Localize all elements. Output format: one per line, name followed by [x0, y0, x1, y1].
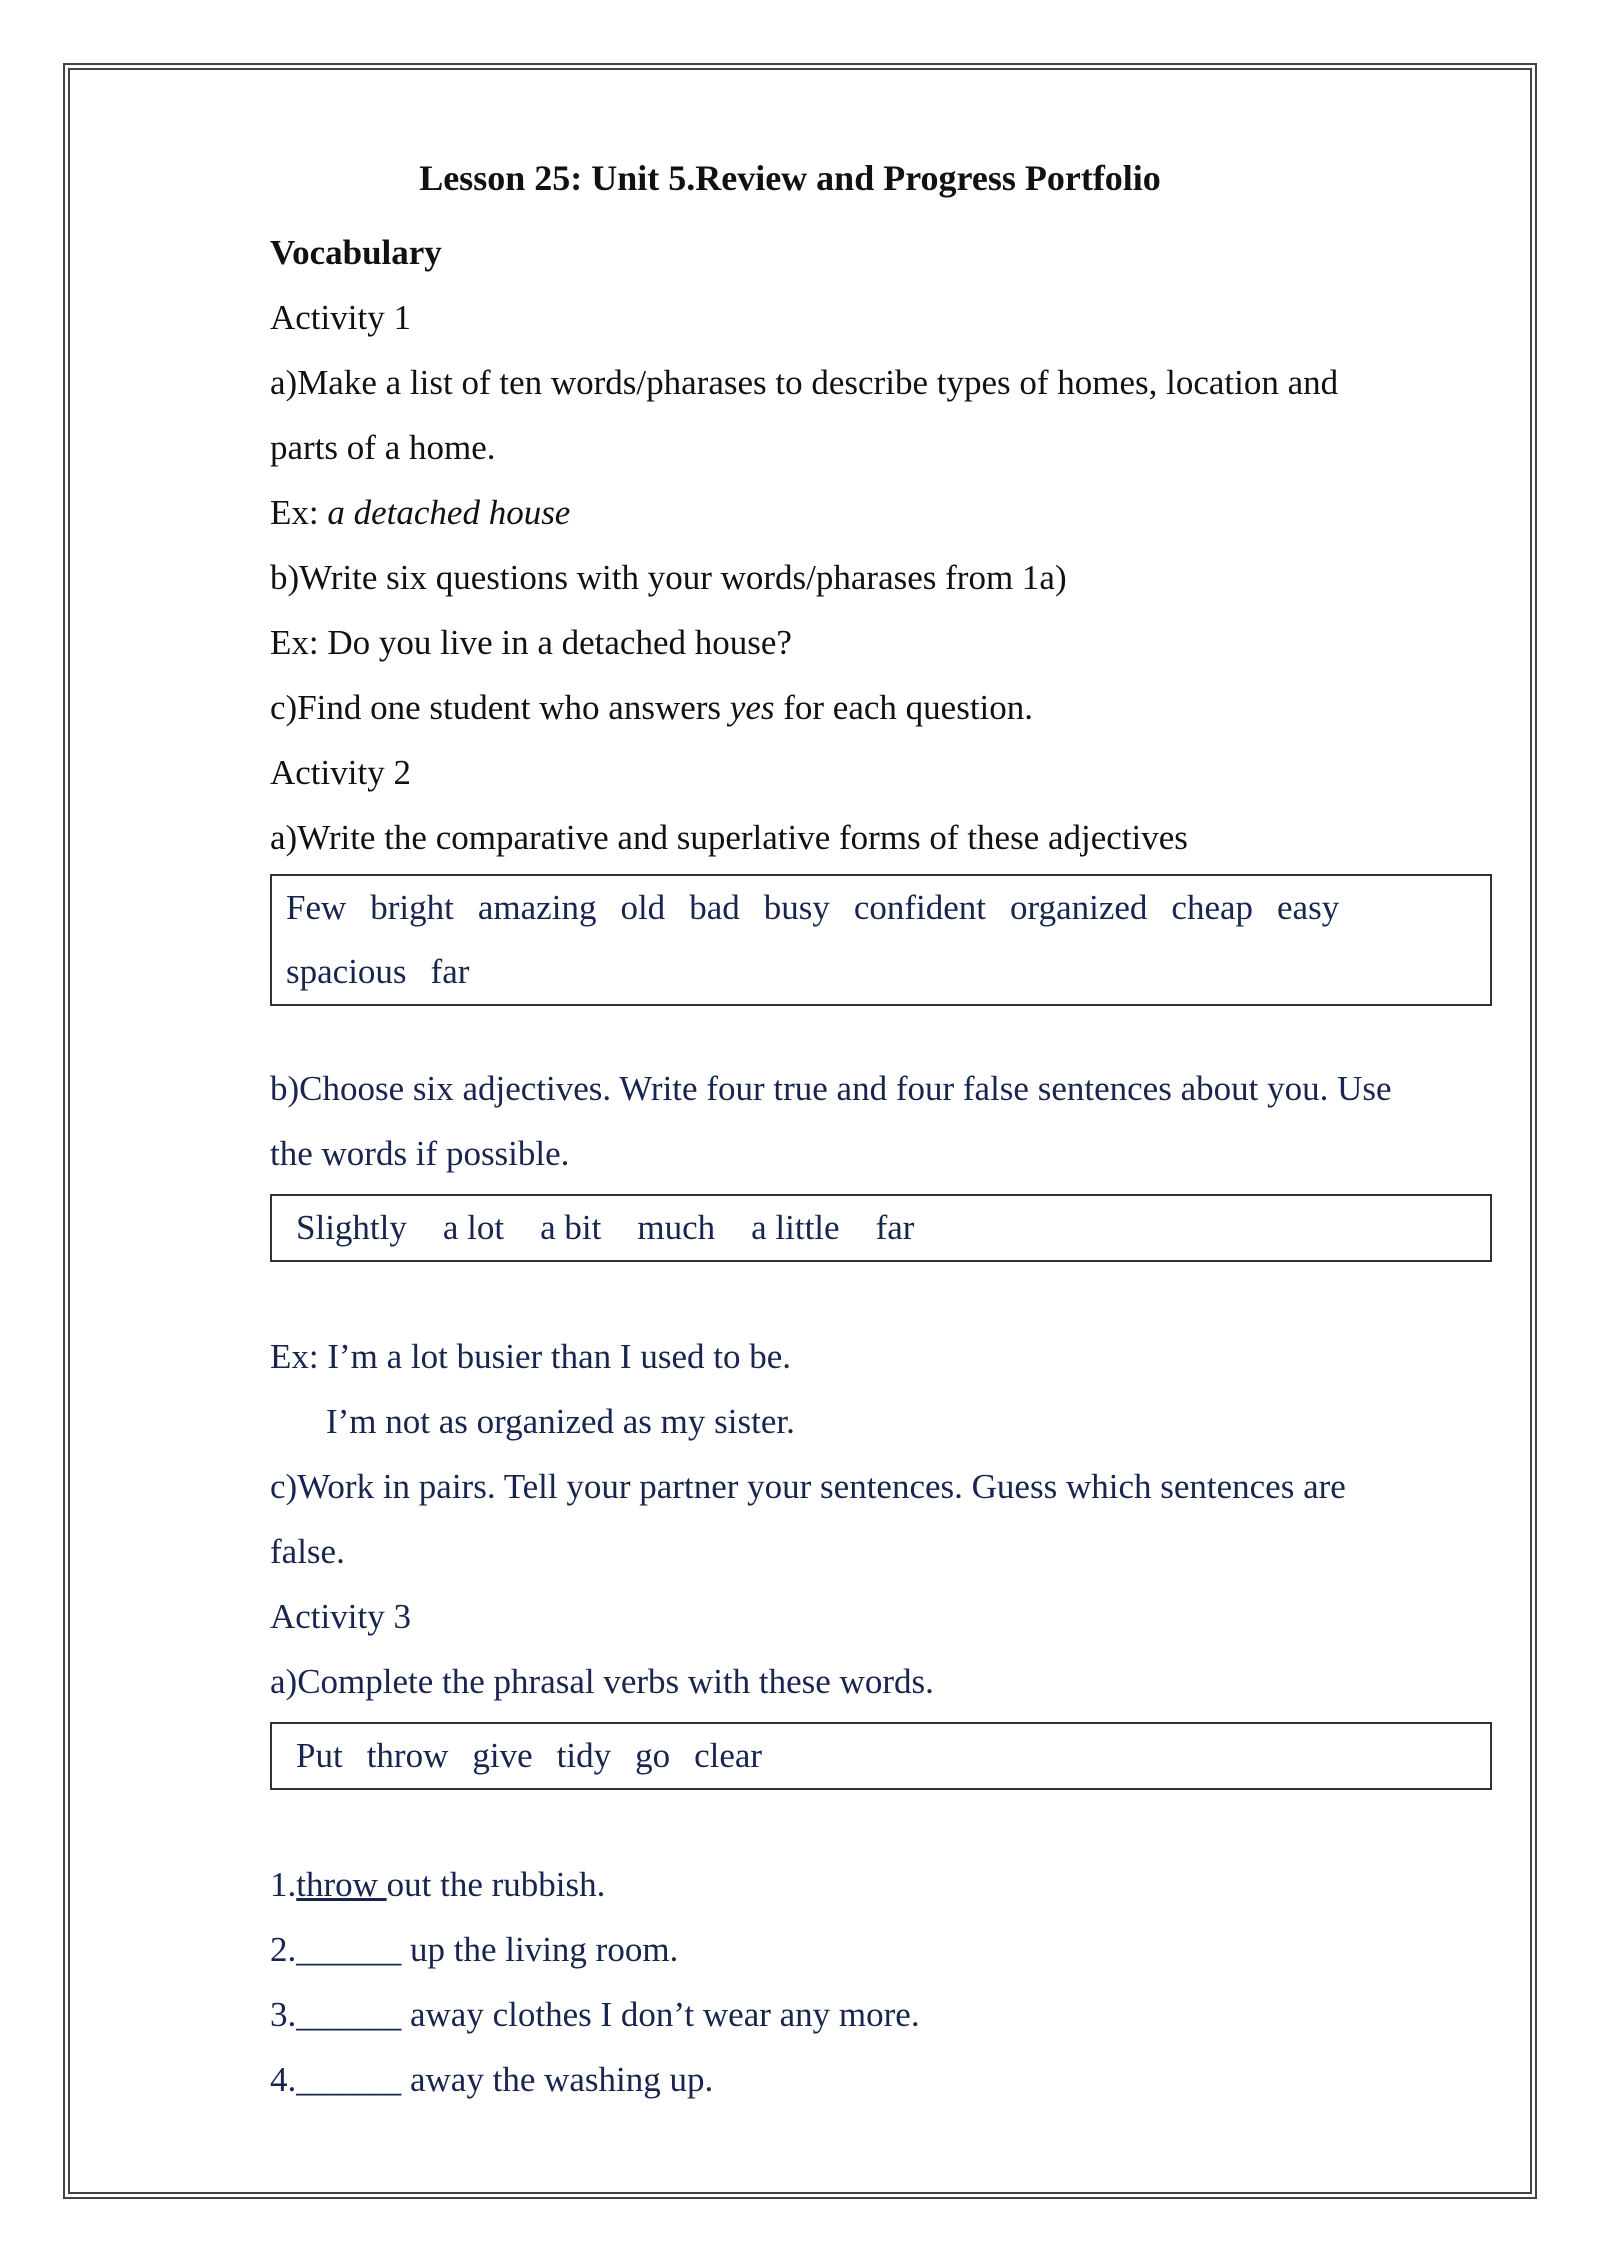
activity2-b-line2: the words if possible.	[270, 1134, 570, 1173]
c-text-pre: c)Find one student who answers	[270, 688, 730, 727]
item-text: out the rubbish.	[386, 1865, 606, 1904]
lesson-title: Lesson 25: Unit 5.Review and Progress Portfolio	[419, 158, 1161, 198]
adjectives-row-1	[286, 876, 1480, 940]
adjective-word: bad	[689, 888, 740, 927]
modifier-word: Slightly	[296, 1208, 407, 1247]
modifier-word: a lot	[442, 1208, 505, 1247]
spacer	[270, 1262, 1490, 1324]
example-italic: a detached house	[327, 493, 571, 532]
phrasal-word: Put	[296, 1736, 343, 1775]
activity1-a-line2: parts of a home.	[270, 428, 496, 467]
activity1-a-line1: a)Make a list of ten words/pharases to describe types of homes, location and	[270, 363, 1339, 402]
adjective-word: cheap	[1171, 888, 1254, 927]
adjective-word: confident	[853, 888, 987, 927]
activity2-example-2: I’m not as organized as my sister.	[326, 1402, 795, 1441]
adjective-word: bright	[370, 888, 454, 927]
adjective-word: Few	[286, 888, 347, 927]
exercise-item-3: 3.______ away clothes I don’t wear any more.	[270, 1995, 920, 2034]
activity1-c	[270, 675, 1490, 740]
item-number: 1.	[270, 1865, 297, 1904]
activity2-example-1: Ex: I’m a lot busier than I used to be.	[270, 1337, 791, 1376]
adjective-word: easy	[1277, 888, 1340, 927]
adjective-word: busy	[763, 888, 830, 927]
activity3-heading: Activity 3	[270, 1597, 411, 1636]
activity1-b-example: Ex: Do you live in a detached house?	[270, 623, 792, 662]
activity2-a: a)Write the comparative and superlative forms of these adjectives	[270, 818, 1188, 857]
phrasal-word: throw	[366, 1736, 449, 1775]
modifier-word: a bit	[540, 1208, 602, 1247]
adjective-word: old	[620, 888, 666, 927]
exercise-item-4: 4.______ away the washing up.	[270, 2060, 714, 2099]
exercise-item-1	[270, 1852, 1490, 1917]
phrasal-word: tidy	[556, 1736, 612, 1775]
modifiers-box	[270, 1194, 1492, 1262]
phrasal-word: clear	[694, 1736, 763, 1775]
spacer	[270, 1790, 1490, 1852]
adjective-word: spacious	[286, 952, 407, 991]
phrasal-words-row	[296, 1724, 1480, 1788]
adjective-word: organized	[1010, 888, 1148, 927]
modifiers-row	[296, 1196, 1480, 1260]
phrasal-words-box	[270, 1722, 1492, 1790]
adjectives-box	[270, 874, 1492, 1006]
activity2-c-line1: c)Work in pairs. Tell your partner your sentences. Guess which sentences are	[270, 1467, 1346, 1506]
activity2-c-line2: false.	[270, 1532, 345, 1571]
activity1-b: b)Write six questions with your words/pharases from 1a)	[270, 558, 1067, 597]
adjective-word: amazing	[477, 888, 597, 927]
example-prefix: Ex:	[270, 493, 328, 532]
c-text-italic: yes	[729, 688, 775, 727]
activity1-example	[270, 480, 1490, 545]
phrasal-word: go	[635, 1736, 671, 1775]
activity3-a: a)Complete the phrasal verbs with these words.	[270, 1662, 934, 1701]
modifier-word: far	[875, 1208, 915, 1247]
phrasal-word: give	[472, 1736, 533, 1775]
adjectives-row-2	[286, 940, 1480, 1004]
activity2-b-line1: b)Choose six adjectives. Write four true and four false sentences about you. Use	[270, 1069, 1392, 1108]
spacer	[270, 1006, 1490, 1056]
vocabulary-heading: Vocabulary	[270, 233, 442, 272]
c-text-post: for each question.	[774, 688, 1034, 727]
worksheet-content	[270, 148, 1490, 2112]
modifier-word: a little	[751, 1208, 840, 1247]
example-answer: throw	[296, 1865, 387, 1904]
exercise-item-2: 2.______ up the living room.	[270, 1930, 679, 1969]
adjective-word: far	[430, 952, 470, 991]
modifier-word: much	[637, 1208, 716, 1247]
activity1-heading: Activity 1	[270, 298, 411, 337]
activity2-heading: Activity 2	[270, 753, 411, 792]
